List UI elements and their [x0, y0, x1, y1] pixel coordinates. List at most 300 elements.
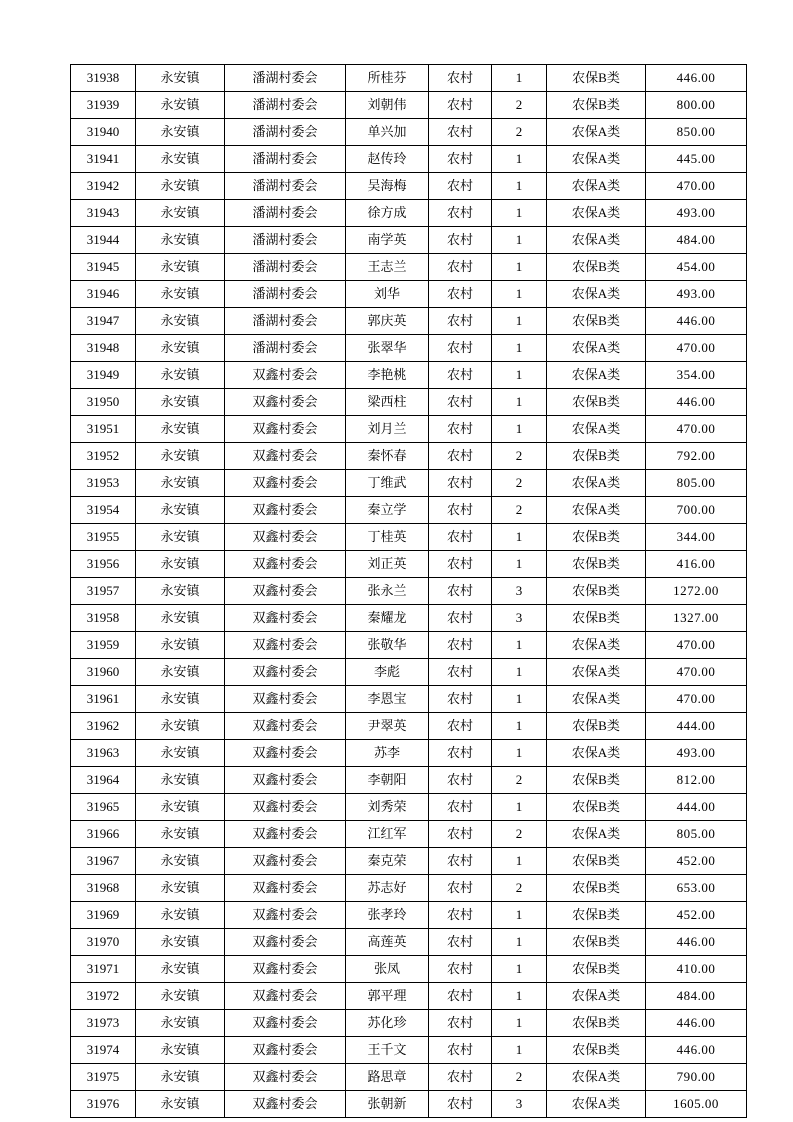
cell-person-count: 2 [492, 821, 547, 848]
cell-village: 双鑫村委会 [225, 416, 346, 443]
cell-town: 永安镇 [136, 119, 225, 146]
table-row [71, 1064, 747, 1091]
cell-id: 31963 [71, 740, 136, 767]
cell-village: 双鑫村委会 [225, 713, 346, 740]
cell-person-count: 1 [492, 929, 547, 956]
cell-town: 永安镇 [136, 281, 225, 308]
cell-name: 王志兰 [346, 254, 429, 281]
cell-id: 31941 [71, 146, 136, 173]
table-row [71, 659, 747, 686]
cell-person-count: 1 [492, 146, 547, 173]
cell-name: 高莲英 [346, 929, 429, 956]
cell-amount: 470.00 [646, 686, 747, 713]
cell-town: 永安镇 [136, 335, 225, 362]
cell-name: 李艳桃 [346, 362, 429, 389]
cell-amount: 470.00 [646, 632, 747, 659]
cell-village: 双鑫村委会 [225, 470, 346, 497]
cell-person-count: 2 [492, 119, 547, 146]
cell-village: 双鑫村委会 [225, 740, 346, 767]
cell-amount: 446.00 [646, 1010, 747, 1037]
cell-id: 31969 [71, 902, 136, 929]
cell-category: 农保A类 [547, 659, 646, 686]
cell-village: 双鑫村委会 [225, 1064, 346, 1091]
cell-village: 双鑫村委会 [225, 524, 346, 551]
cell-household-type: 农村 [429, 902, 492, 929]
cell-person-count: 1 [492, 335, 547, 362]
cell-category: 农保A类 [547, 983, 646, 1010]
cell-household-type: 农村 [429, 1064, 492, 1091]
table-row [71, 821, 747, 848]
cell-amount: 446.00 [646, 389, 747, 416]
cell-household-type: 农村 [429, 1091, 492, 1118]
table-row [71, 1010, 747, 1037]
cell-name: 秦耀龙 [346, 605, 429, 632]
cell-id: 31943 [71, 200, 136, 227]
cell-amount: 792.00 [646, 443, 747, 470]
cell-person-count: 1 [492, 713, 547, 740]
cell-town: 永安镇 [136, 173, 225, 200]
cell-id: 31952 [71, 443, 136, 470]
cell-person-count: 3 [492, 578, 547, 605]
cell-amount: 470.00 [646, 659, 747, 686]
cell-town: 永安镇 [136, 443, 225, 470]
cell-id: 31972 [71, 983, 136, 1010]
cell-town: 永安镇 [136, 254, 225, 281]
cell-category: 农保A类 [547, 497, 646, 524]
table-row [71, 983, 747, 1010]
cell-town: 永安镇 [136, 416, 225, 443]
cell-town: 永安镇 [136, 605, 225, 632]
cell-name: 江红军 [346, 821, 429, 848]
cell-amount: 805.00 [646, 821, 747, 848]
cell-name: 刘秀荣 [346, 794, 429, 821]
cell-town: 永安镇 [136, 1091, 225, 1118]
cell-household-type: 农村 [429, 362, 492, 389]
cell-amount: 1327.00 [646, 605, 747, 632]
cell-person-count: 2 [492, 443, 547, 470]
cell-category: 农保A类 [547, 173, 646, 200]
table-row [71, 524, 747, 551]
cell-name: 李恩宝 [346, 686, 429, 713]
cell-town: 永安镇 [136, 821, 225, 848]
cell-village: 潘湖村委会 [225, 281, 346, 308]
cell-id: 31958 [71, 605, 136, 632]
cell-amount: 446.00 [646, 308, 747, 335]
cell-person-count: 1 [492, 659, 547, 686]
cell-category: 农保B类 [547, 902, 646, 929]
cell-village: 双鑫村委会 [225, 389, 346, 416]
cell-person-count: 1 [492, 308, 547, 335]
cell-id: 31956 [71, 551, 136, 578]
cell-id: 31953 [71, 470, 136, 497]
cell-amount: 790.00 [646, 1064, 747, 1091]
table-row [71, 1037, 747, 1064]
cell-village: 双鑫村委会 [225, 686, 346, 713]
cell-name: 丁维武 [346, 470, 429, 497]
cell-name: 苏志好 [346, 875, 429, 902]
cell-town: 永安镇 [136, 902, 225, 929]
cell-amount: 1272.00 [646, 578, 747, 605]
cell-village: 潘湖村委会 [225, 308, 346, 335]
table-row [71, 551, 747, 578]
cell-id: 31949 [71, 362, 136, 389]
cell-id: 31974 [71, 1037, 136, 1064]
cell-category: 农保B类 [547, 767, 646, 794]
cell-person-count: 1 [492, 416, 547, 443]
cell-household-type: 农村 [429, 659, 492, 686]
cell-person-count: 1 [492, 281, 547, 308]
cell-town: 永安镇 [136, 929, 225, 956]
cell-category: 农保B类 [547, 254, 646, 281]
cell-household-type: 农村 [429, 308, 492, 335]
cell-category: 农保B类 [547, 1037, 646, 1064]
cell-category: 农保B类 [547, 713, 646, 740]
cell-person-count: 2 [492, 767, 547, 794]
table-row [71, 902, 747, 929]
cell-id: 31955 [71, 524, 136, 551]
cell-id: 31964 [71, 767, 136, 794]
cell-amount: 454.00 [646, 254, 747, 281]
cell-household-type: 农村 [429, 578, 492, 605]
cell-amount: 493.00 [646, 281, 747, 308]
table-row [71, 227, 747, 254]
cell-category: 农保A类 [547, 146, 646, 173]
cell-amount: 493.00 [646, 200, 747, 227]
cell-id: 31976 [71, 1091, 136, 1118]
cell-village: 双鑫村委会 [225, 821, 346, 848]
cell-town: 永安镇 [136, 308, 225, 335]
cell-name: 梁西柱 [346, 389, 429, 416]
table-body [71, 65, 747, 1118]
cell-id: 31966 [71, 821, 136, 848]
cell-amount: 452.00 [646, 848, 747, 875]
cell-household-type: 农村 [429, 389, 492, 416]
cell-village: 潘湖村委会 [225, 335, 346, 362]
table-row [71, 848, 747, 875]
cell-village: 双鑫村委会 [225, 875, 346, 902]
cell-household-type: 农村 [429, 767, 492, 794]
cell-household-type: 农村 [429, 632, 492, 659]
cell-household-type: 农村 [429, 470, 492, 497]
table-row [71, 740, 747, 767]
cell-amount: 416.00 [646, 551, 747, 578]
cell-id: 31975 [71, 1064, 136, 1091]
cell-village: 双鑫村委会 [225, 362, 346, 389]
table-row [71, 146, 747, 173]
cell-amount: 445.00 [646, 146, 747, 173]
cell-village: 双鑫村委会 [225, 1091, 346, 1118]
cell-person-count: 1 [492, 551, 547, 578]
cell-category: 农保A类 [547, 470, 646, 497]
cell-household-type: 农村 [429, 983, 492, 1010]
cell-person-count: 1 [492, 1010, 547, 1037]
cell-town: 永安镇 [136, 848, 225, 875]
cell-person-count: 1 [492, 173, 547, 200]
cell-town: 永安镇 [136, 389, 225, 416]
table-row [71, 389, 747, 416]
cell-id: 31970 [71, 929, 136, 956]
cell-household-type: 农村 [429, 335, 492, 362]
cell-category: 农保B类 [547, 578, 646, 605]
cell-town: 永安镇 [136, 983, 225, 1010]
cell-person-count: 3 [492, 1091, 547, 1118]
table-row [71, 713, 747, 740]
table-row [71, 1091, 747, 1118]
table-row [71, 929, 747, 956]
cell-town: 永安镇 [136, 200, 225, 227]
cell-household-type: 农村 [429, 227, 492, 254]
cell-household-type: 农村 [429, 794, 492, 821]
cell-village: 潘湖村委会 [225, 65, 346, 92]
table-row [71, 605, 747, 632]
cell-name: 南学英 [346, 227, 429, 254]
cell-id: 31965 [71, 794, 136, 821]
cell-name: 吴海梅 [346, 173, 429, 200]
cell-category: 农保B类 [547, 524, 646, 551]
cell-town: 永安镇 [136, 740, 225, 767]
cell-amount: 805.00 [646, 470, 747, 497]
cell-household-type: 农村 [429, 686, 492, 713]
cell-person-count: 2 [492, 875, 547, 902]
cell-household-type: 农村 [429, 281, 492, 308]
cell-town: 永安镇 [136, 362, 225, 389]
table-row [71, 254, 747, 281]
cell-household-type: 农村 [429, 146, 492, 173]
cell-id: 31959 [71, 632, 136, 659]
cell-town: 永安镇 [136, 1010, 225, 1037]
cell-amount: 470.00 [646, 416, 747, 443]
cell-village: 潘湖村委会 [225, 200, 346, 227]
cell-amount: 354.00 [646, 362, 747, 389]
cell-name: 李朝阳 [346, 767, 429, 794]
cell-town: 永安镇 [136, 551, 225, 578]
cell-household-type: 农村 [429, 848, 492, 875]
cell-person-count: 1 [492, 524, 547, 551]
table-row [71, 335, 747, 362]
cell-town: 永安镇 [136, 1064, 225, 1091]
cell-id: 31945 [71, 254, 136, 281]
cell-person-count: 1 [492, 794, 547, 821]
cell-category: 农保A类 [547, 362, 646, 389]
cell-name: 张朝新 [346, 1091, 429, 1118]
cell-town: 永安镇 [136, 794, 225, 821]
table-row [71, 173, 747, 200]
cell-household-type: 农村 [429, 497, 492, 524]
cell-amount: 653.00 [646, 875, 747, 902]
cell-person-count: 1 [492, 362, 547, 389]
cell-name: 路思章 [346, 1064, 429, 1091]
cell-person-count: 2 [492, 497, 547, 524]
cell-id: 31944 [71, 227, 136, 254]
cell-village: 双鑫村委会 [225, 1037, 346, 1064]
table-row [71, 443, 747, 470]
cell-category: 农保A类 [547, 632, 646, 659]
cell-category: 农保A类 [547, 686, 646, 713]
cell-category: 农保B类 [547, 875, 646, 902]
cell-town: 永安镇 [136, 632, 225, 659]
cell-id: 31971 [71, 956, 136, 983]
cell-town: 永安镇 [136, 1037, 225, 1064]
cell-household-type: 农村 [429, 551, 492, 578]
cell-category: 农保A类 [547, 335, 646, 362]
cell-name: 赵传玲 [346, 146, 429, 173]
cell-name: 张凤 [346, 956, 429, 983]
cell-household-type: 农村 [429, 524, 492, 551]
cell-town: 永安镇 [136, 578, 225, 605]
cell-town: 永安镇 [136, 470, 225, 497]
cell-name: 张翠华 [346, 335, 429, 362]
cell-amount: 446.00 [646, 65, 747, 92]
cell-town: 永安镇 [136, 146, 225, 173]
cell-town: 永安镇 [136, 92, 225, 119]
cell-category: 农保A类 [547, 821, 646, 848]
cell-person-count: 2 [492, 1064, 547, 1091]
cell-name: 郭庆英 [346, 308, 429, 335]
cell-village: 双鑫村委会 [225, 1010, 346, 1037]
cell-name: 丁桂英 [346, 524, 429, 551]
table-row [71, 578, 747, 605]
cell-amount: 410.00 [646, 956, 747, 983]
cell-name: 单兴加 [346, 119, 429, 146]
cell-village: 潘湖村委会 [225, 92, 346, 119]
cell-amount: 470.00 [646, 335, 747, 362]
cell-category: 农保A类 [547, 200, 646, 227]
table-row [71, 65, 747, 92]
table-row [71, 308, 747, 335]
cell-category: 农保A类 [547, 281, 646, 308]
cell-amount: 444.00 [646, 713, 747, 740]
cell-name: 李彪 [346, 659, 429, 686]
cell-id: 31951 [71, 416, 136, 443]
table-row [71, 362, 747, 389]
cell-name: 秦克荣 [346, 848, 429, 875]
cell-village: 双鑫村委会 [225, 794, 346, 821]
cell-amount: 484.00 [646, 227, 747, 254]
table-row [71, 794, 747, 821]
cell-name: 刘华 [346, 281, 429, 308]
cell-id: 31967 [71, 848, 136, 875]
cell-category: 农保B类 [547, 1010, 646, 1037]
cell-person-count: 1 [492, 740, 547, 767]
table-row [71, 497, 747, 524]
cell-category: 农保A类 [547, 1064, 646, 1091]
cell-village: 潘湖村委会 [225, 227, 346, 254]
cell-category: 农保B类 [547, 389, 646, 416]
cell-amount: 484.00 [646, 983, 747, 1010]
cell-town: 永安镇 [136, 524, 225, 551]
table-row [71, 632, 747, 659]
cell-village: 双鑫村委会 [225, 983, 346, 1010]
cell-id: 31946 [71, 281, 136, 308]
cell-household-type: 农村 [429, 173, 492, 200]
cell-village: 双鑫村委会 [225, 578, 346, 605]
cell-category: 农保A类 [547, 119, 646, 146]
cell-household-type: 农村 [429, 416, 492, 443]
cell-person-count: 1 [492, 848, 547, 875]
cell-person-count: 1 [492, 632, 547, 659]
cell-id: 31938 [71, 65, 136, 92]
cell-person-count: 2 [492, 92, 547, 119]
cell-household-type: 农村 [429, 1037, 492, 1064]
table-row [71, 767, 747, 794]
cell-name: 尹翠英 [346, 713, 429, 740]
cell-town: 永安镇 [136, 875, 225, 902]
cell-id: 31960 [71, 659, 136, 686]
cell-village: 双鑫村委会 [225, 497, 346, 524]
table-row [71, 470, 747, 497]
cell-person-count: 1 [492, 983, 547, 1010]
cell-id: 31942 [71, 173, 136, 200]
cell-amount: 800.00 [646, 92, 747, 119]
cell-person-count: 1 [492, 956, 547, 983]
cell-town: 永安镇 [136, 956, 225, 983]
table-row [71, 281, 747, 308]
cell-name: 徐方成 [346, 200, 429, 227]
cell-town: 永安镇 [136, 659, 225, 686]
subsidy-table [70, 64, 747, 1118]
cell-amount: 470.00 [646, 173, 747, 200]
cell-name: 秦立学 [346, 497, 429, 524]
cell-name: 所桂芬 [346, 65, 429, 92]
cell-household-type: 农村 [429, 119, 492, 146]
cell-amount: 850.00 [646, 119, 747, 146]
cell-town: 永安镇 [136, 767, 225, 794]
cell-amount: 344.00 [646, 524, 747, 551]
cell-village: 双鑫村委会 [225, 956, 346, 983]
cell-household-type: 农村 [429, 605, 492, 632]
cell-village: 双鑫村委会 [225, 551, 346, 578]
cell-category: 农保B类 [547, 929, 646, 956]
table-row [71, 416, 747, 443]
cell-household-type: 农村 [429, 740, 492, 767]
cell-category: 农保B类 [547, 308, 646, 335]
cell-amount: 452.00 [646, 902, 747, 929]
cell-name: 张永兰 [346, 578, 429, 605]
cell-id: 31940 [71, 119, 136, 146]
cell-household-type: 农村 [429, 65, 492, 92]
cell-village: 双鑫村委会 [225, 632, 346, 659]
cell-village: 双鑫村委会 [225, 848, 346, 875]
cell-village: 潘湖村委会 [225, 254, 346, 281]
table-row [71, 119, 747, 146]
cell-household-type: 农村 [429, 443, 492, 470]
cell-id: 31968 [71, 875, 136, 902]
cell-id: 31961 [71, 686, 136, 713]
cell-household-type: 农村 [429, 200, 492, 227]
cell-household-type: 农村 [429, 875, 492, 902]
cell-id: 31947 [71, 308, 136, 335]
cell-village: 双鑫村委会 [225, 929, 346, 956]
table-row [71, 686, 747, 713]
cell-category: 农保A类 [547, 1091, 646, 1118]
cell-person-count: 1 [492, 227, 547, 254]
cell-amount: 446.00 [646, 1037, 747, 1064]
cell-category: 农保B类 [547, 605, 646, 632]
cell-id: 31950 [71, 389, 136, 416]
cell-name: 王千文 [346, 1037, 429, 1064]
table-row [71, 875, 747, 902]
cell-household-type: 农村 [429, 956, 492, 983]
cell-category: 农保A类 [547, 227, 646, 254]
cell-category: 农保B类 [547, 65, 646, 92]
cell-village: 双鑫村委会 [225, 605, 346, 632]
cell-household-type: 农村 [429, 713, 492, 740]
cell-person-count: 1 [492, 902, 547, 929]
cell-village: 潘湖村委会 [225, 119, 346, 146]
table-row [71, 92, 747, 119]
cell-town: 永安镇 [136, 497, 225, 524]
cell-category: 农保B类 [547, 956, 646, 983]
